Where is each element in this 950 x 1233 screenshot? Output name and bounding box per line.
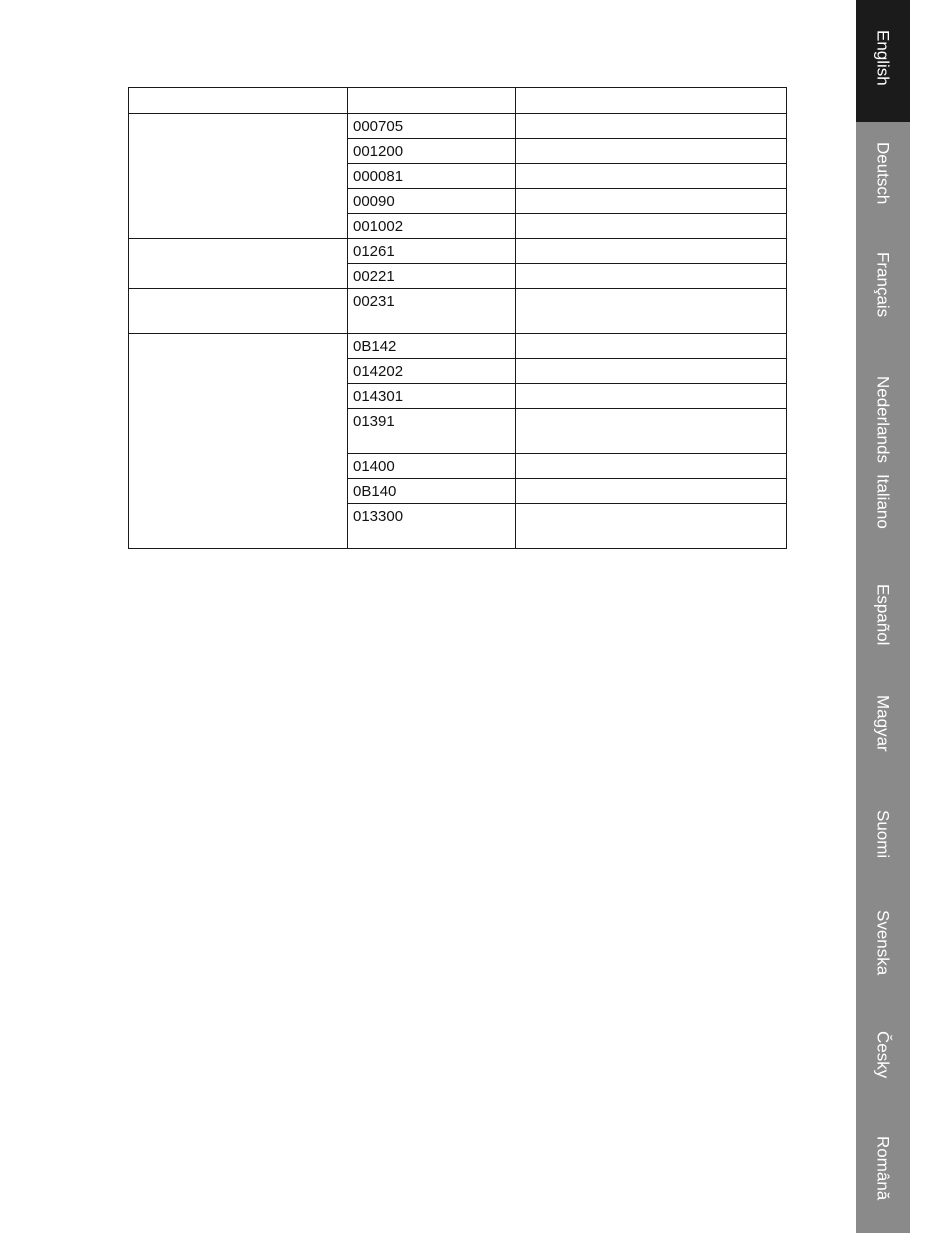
description-cell [516,409,787,454]
code-cell: 001200 [348,139,516,164]
language-tab-label: English [873,30,893,86]
language-sidebar [856,0,910,1233]
language-tab-cesky[interactable] [856,1001,910,1113]
description-cell [516,359,787,384]
code-cell: 000081 [348,164,516,189]
code-cell: 00231 [348,289,516,334]
description-cell [516,164,787,189]
language-tab-romana[interactable] [856,1106,910,1218]
table-row [129,334,787,359]
language-tab-italiano[interactable] [856,444,910,556]
code-cell: 00221 [348,264,516,289]
code-table [128,87,787,549]
language-tab-svenska[interactable] [856,880,910,992]
language-tab-suomi[interactable] [856,780,910,892]
language-tab-label: Nederlands [873,376,893,463]
description-cell [516,239,787,264]
table-row [129,114,787,139]
code-cell: 01261 [348,239,516,264]
language-tab-label: Svenska [873,910,893,976]
language-tab-nederlands[interactable] [856,346,910,463]
header-cell [516,88,787,114]
table-header-row [129,88,787,114]
language-tab-label: Français [873,252,893,318]
language-tab-espanol[interactable] [856,554,910,666]
code-cell: 01391 [348,409,516,454]
group-label-cell [129,114,348,239]
group-label-cell [129,334,348,549]
code-cell: 014202 [348,359,516,384]
description-cell [516,289,787,334]
language-tab-magyar[interactable] [856,665,910,777]
description-cell [516,189,787,214]
code-cell: 000705 [348,114,516,139]
group-label-cell [129,289,348,334]
language-tab-label: Español [873,584,893,646]
code-cell: 014301 [348,384,516,409]
language-tab-deutsch[interactable] [856,112,910,224]
description-cell [516,264,787,289]
language-tab-francais[interactable] [856,222,910,334]
language-tab-label: Česky [873,1031,893,1079]
header-cell [348,88,516,114]
language-tab-label: Suomi [873,810,893,859]
description-cell [516,384,787,409]
description-cell [516,114,787,139]
description-cell [516,479,787,504]
header-cell [129,88,348,114]
code-cell: 013300 [348,504,516,549]
code-cell: 001002 [348,214,516,239]
code-cell: 0B140 [348,479,516,504]
language-tab-label: Magyar [873,695,893,752]
group-label-cell [129,239,348,289]
language-tab-english[interactable] [856,0,910,122]
table-row [129,289,787,334]
description-cell [516,504,787,549]
language-tab-label: Deutsch [873,142,893,205]
description-cell [516,334,787,359]
code-cell: 00090 [348,189,516,214]
description-cell [516,214,787,239]
table-row [129,239,787,264]
code-cell: 0B142 [348,334,516,359]
language-tab-label: Italiano [873,474,893,529]
description-cell [516,139,787,164]
description-cell [516,454,787,479]
language-tab-label: Română [873,1136,893,1201]
code-cell: 01400 [348,454,516,479]
